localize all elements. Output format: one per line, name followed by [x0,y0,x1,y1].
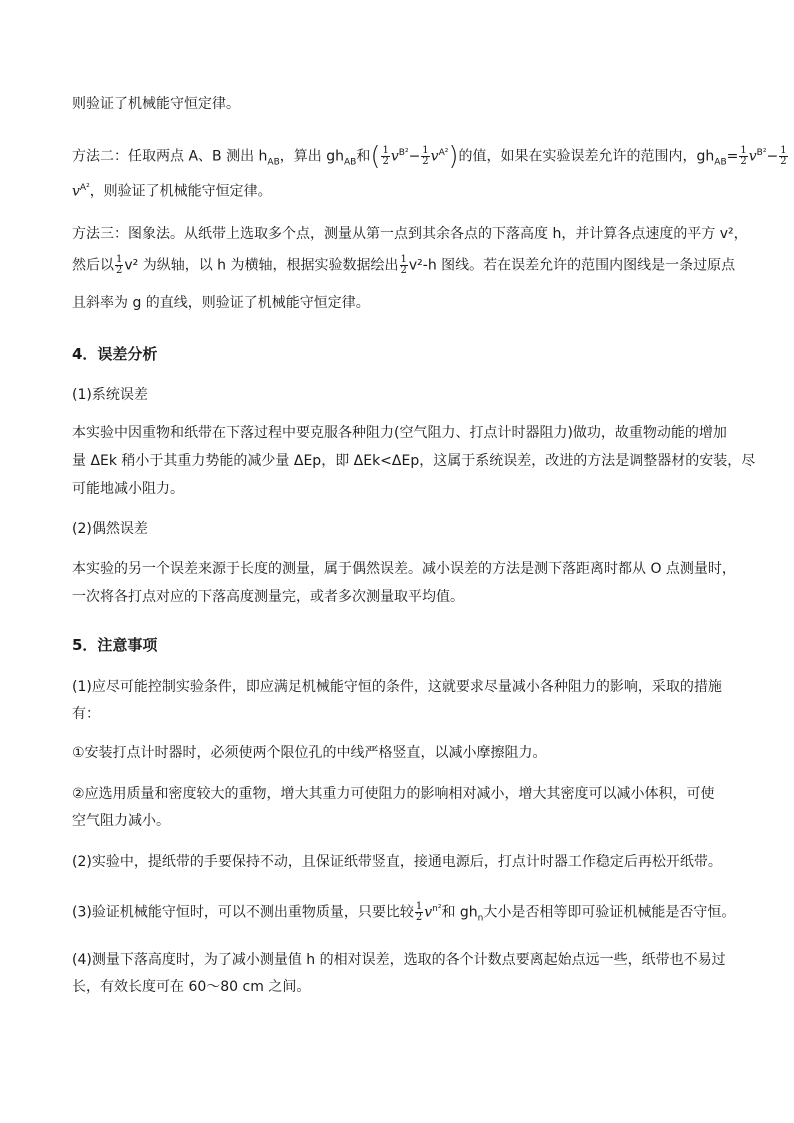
numerator: 1 [400,254,407,265]
var-v: v [430,148,439,165]
numerator: 1 [740,145,747,157]
paragraph-line [72,784,715,804]
text: 然后以 [72,257,114,274]
paragraph-line [72,451,755,471]
paragraph-line [72,423,727,443]
text: ②应选用质量和密度较大的重物，增大其重力可使阻力的影响相对减小，增大其密度可以减小体积，可使 [72,786,715,802]
subscript: n [477,913,484,924]
text: ①安装打点计时器时，必须使两个限位孔的中线严格竖直，以减小摩擦阻力。 [72,745,547,761]
text: 方法三：图象法。从纸带上选取多个点，测量从第一点到其余各点的下落高度 h，并计算各点速度的平方 v²， [72,226,748,242]
paragraph-line [72,178,272,202]
superscript: B² [756,148,767,158]
fraction [421,146,429,167]
subsection-title [72,385,148,405]
text: 可能地减小阻力。 [72,481,184,497]
denominator: 2 [415,912,423,924]
text: ，则验证了机械能守恒定律。 [89,183,272,200]
text: 量 ΔEk 稍小于其重力势能的减少量 ΔEp，即 ΔEk<ΔEp，这属于系统误差，改进的方法是调整器材的安装，尽 [72,453,756,469]
paragraph-line [72,479,184,499]
section-heading [72,344,157,364]
superscript: n² [432,904,442,914]
paragraph-line [72,811,170,831]
text: 一次将各打点对应的下落高度测量完，或者多次测量取平均值。 [72,589,464,605]
text: 的值，如果在实验误差允许的范围内，gh [458,148,715,165]
paragraph-line [72,587,464,607]
text: = [726,148,739,165]
paragraph-line [72,950,726,970]
text: 有： [72,706,100,722]
superscript: A² [438,148,449,158]
var-v: v [424,904,433,921]
text: 大小是否相等即可验证机械能是否守恒。 [483,904,736,921]
numerator: 1 [780,145,787,157]
heading-text: 4．误差分析 [72,345,158,363]
fraction [739,146,747,167]
denominator: 2 [740,156,747,168]
subscript: AB [714,157,727,168]
minus: − [408,148,421,165]
numerator: 1 [422,145,429,157]
var-v: v [390,148,399,165]
paragraph-line [72,255,735,276]
text: 本实验中因重物和纸带在下落过程中要克服各种阻力(空气阻力、打点计时器阻力)做功，故重物动能的增加 [72,425,727,441]
paragraph-line [72,899,735,928]
fraction [779,146,787,167]
text: 空气阻力减小。 [72,813,170,829]
method-two-line [72,143,789,172]
denominator: 2 [780,156,787,168]
paragraph-line [72,852,722,872]
text: 长，有效长度可在 60～80 cm 之间。 [72,979,311,995]
text: v² 为纵轴，以 h 为横轴，根据实验数据绘出 [124,257,399,274]
denominator: 2 [382,156,389,168]
text: 本实验的另一个误差来源于长度的测量，属于偶然误差。减小误差的方法是测下落距离时都从 O 点测量时， [72,561,736,577]
numerator: 1 [415,901,423,913]
text: 方法二：任取两点 A、B 测出 h [72,148,268,165]
text: ，算出 gh [279,148,344,165]
text: (1)应尽可能控制实验条件，即应满足机械能守恒的条件，这就要求尽量减小各种阻力的影响，采取的措施 [72,679,722,695]
left-paren: ( [370,141,381,172]
text: 和 [356,148,371,165]
text: − [766,148,779,165]
paragraph-line [72,977,310,997]
denominator: 2 [422,156,429,168]
paragraph-line [72,293,370,313]
right-paren: ) [448,141,459,172]
text: 和 gh [441,904,478,921]
subsection-title [72,519,148,539]
paragraph-line [72,224,748,244]
paragraph-line [72,677,722,697]
text: 则验证了机械能守恒定律。 [72,96,240,112]
subscript: AB [343,157,357,168]
text: v²-h 图线。若在误差允许的范围内图线是一条过原点 [408,257,736,274]
text: (1)系统误差 [72,387,148,403]
var-v: v [72,183,80,200]
section-heading [72,635,157,655]
text: (2)偶然误差 [72,521,148,537]
paragraph-line [72,94,240,114]
superscript: A² [79,183,90,193]
heading-text: 5．注意事项 [72,636,158,654]
numerator: 1 [116,254,123,265]
text: (3)验证机械能守恒时，可以不测出重物质量，只要比较 [72,904,414,921]
text: (2)实验中，提纸带的手要保持不动，且保证纸带竖直，接通电源后，打点计时器工作稳定后再松开纸带。 [72,854,722,870]
superscript: B² [398,148,409,158]
text: 且斜率为 g 的直线，则验证了机械能守恒定律。 [72,295,370,311]
numerator: 1 [382,145,389,157]
denominator: 2 [400,265,407,276]
subscript: AB [267,157,280,168]
var-v: v [748,148,757,165]
paragraph-line [72,743,547,763]
text: (4)测量下落高度时，为了减小测量值 h 的相对误差，选取的各个计数点要离起始点远一些，纸带也不易过 [72,952,726,968]
paragraph-line [72,704,100,724]
fraction [400,255,408,276]
denominator: 2 [116,265,123,276]
fraction [381,146,389,167]
paragraph-line [72,559,736,579]
fraction [415,902,423,923]
fraction [115,255,123,276]
